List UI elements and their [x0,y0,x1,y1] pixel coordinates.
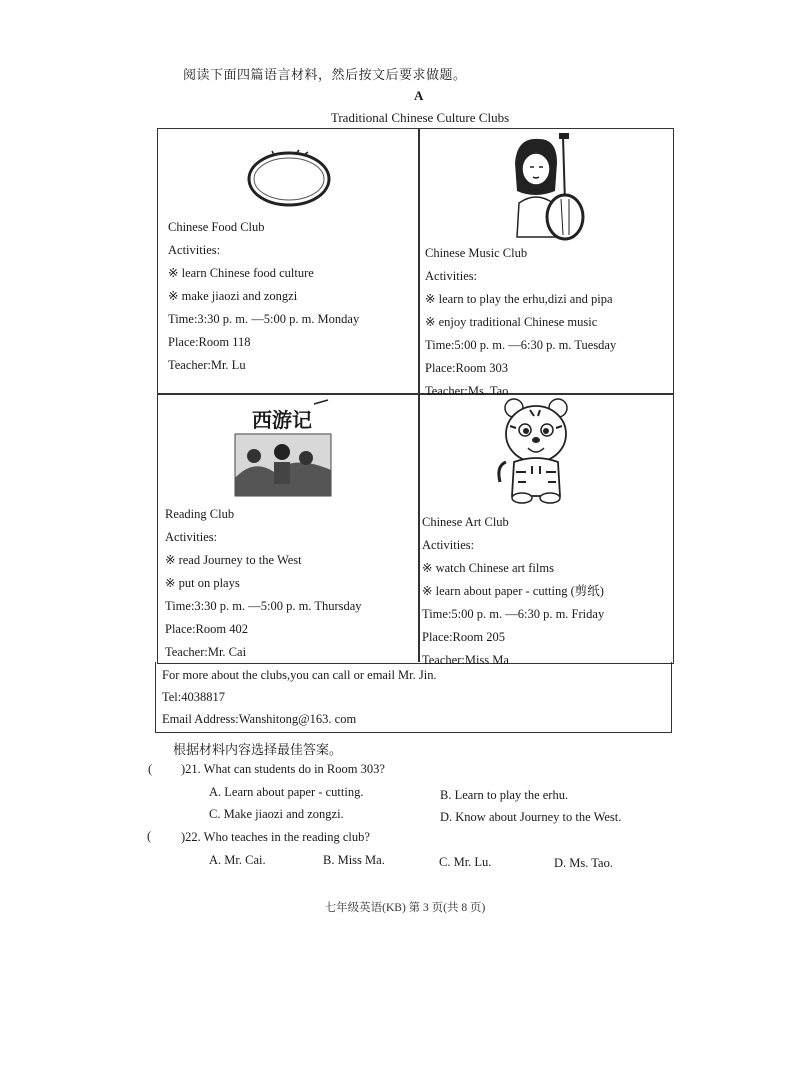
option-c: C. Make jiaozi and zongzi. [209,807,344,821]
tiger-icon [496,396,578,506]
club-place: Place:Room 205 [422,630,505,644]
option-a: A. Learn about paper - cutting. [209,785,364,799]
club-time: Time:3:30 p. m. —5:00 p. m. Thursday [165,599,362,613]
reading-club-cell [165,503,362,664]
activity-item: ※ learn to play the erhu,dizi and pipa [425,292,613,306]
activity-item: ※ learn Chinese food culture [168,266,314,280]
club-time: Time:3:30 p. m. —5:00 p. m. Monday [168,312,360,326]
plate-icon [244,148,334,210]
activities-label: Activities: [165,530,218,544]
option-b: B. Miss Ma. [323,853,385,867]
activities-label: Activities: [168,243,221,257]
club-teacher: Teacher:Ms. Tao [425,384,509,398]
option-d: D. Ms. Tao. [554,856,613,870]
club-place: Place:Room 118 [168,335,251,349]
table-divider-vertical [418,128,420,662]
music-club-cell [425,242,616,403]
club-time: Time:5:00 p. m. —6:30 p. m. Friday [422,607,605,621]
club-name: Chinese Food Club [168,220,265,234]
activity-item: ※ watch Chinese art films [422,561,554,575]
activity-item: ※ enjoy traditional Chinese music [425,315,598,329]
activity-item: ※ learn about paper - cutting (剪纸) [422,584,604,598]
journey-book-cover-icon [234,398,332,498]
activities-label: Activities: [425,269,478,283]
question-instruction: 根据材料内容选择最佳答案。 [173,742,343,757]
club-name: Chinese Art Club [422,515,509,529]
book-title: 西游记 [252,408,312,432]
activities-label: Activities: [422,538,475,552]
girl-with-pipa-icon [505,133,590,241]
passage-title: Traditional Chinese Culture Clubs [330,110,510,125]
club-teacher: Teacher:Miss Ma [422,653,509,667]
activity-item: ※ make jiaozi and zongzi [168,289,298,303]
instructions-text: 阅读下面四篇语言材料，然后按文后要求做题。 [183,67,467,82]
option-c: C. Mr. Lu. [439,855,492,869]
contact-line: For more about the clubs,you can call or email Mr. Jin. [162,668,437,682]
club-place: Place:Room 402 [165,622,248,636]
option-b: B. Learn to play the erhu. [440,788,569,802]
club-teacher: Teacher:Mr. Cai [165,645,247,659]
answer-paren: ( [147,829,152,843]
answer-paren: ( [148,762,153,776]
contact-info [162,664,437,730]
page-footer: 七年级英语(KB) 第 3 页(共 8 页) [324,902,486,914]
question-stem: )21. What can students do in Room 303? [181,762,385,776]
club-name: Chinese Music Club [425,246,528,260]
club-name: Reading Club [165,507,235,521]
contact-tel: Tel:4038817 [162,690,226,704]
club-time: Time:5:00 p. m. —6:30 p. m. Tuesday [425,338,617,352]
club-place: Place:Room 303 [425,361,508,375]
question-stem: )22. Who teaches in the reading club? [181,830,370,844]
section-letter: A [414,88,424,103]
activity-item: ※ read Journey to the West [165,553,302,567]
art-club-cell [422,511,604,672]
option-d: D. Know about Journey to the West. [440,810,622,824]
activity-item: ※ put on plays [165,576,240,590]
contact-email: Email Address:Wanshitong@163. com [162,712,357,726]
option-a: A. Mr. Cai. [209,853,266,867]
food-club-cell [168,216,359,377]
club-teacher: Teacher:Mr. Lu [168,358,246,372]
